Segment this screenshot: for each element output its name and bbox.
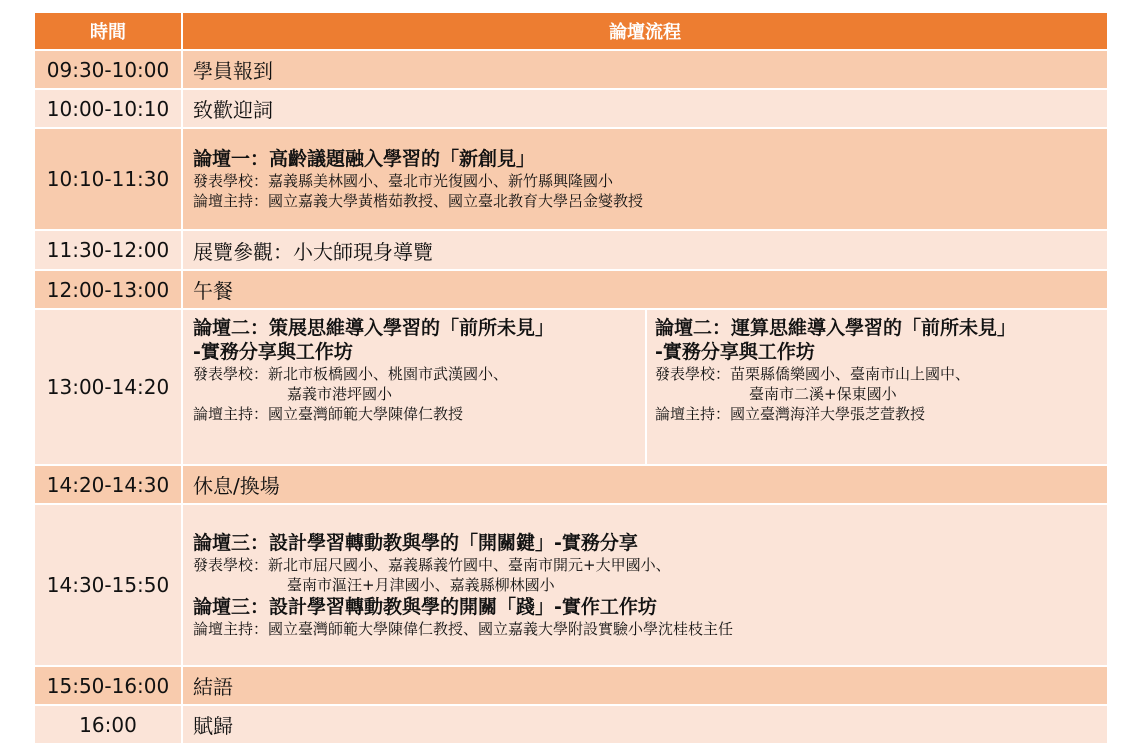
table-row <box>35 503 1107 665</box>
table-row <box>35 269 1107 308</box>
forum-schools: 發表學校：嘉義縣美林國小、臺北市光復國小、新竹縣興隆國小 <box>193 172 614 190</box>
row-text: 結語 <box>193 675 233 699</box>
schedule-table <box>35 13 1107 743</box>
table-row <box>35 704 1107 743</box>
forum-title-workshop: 論壇三：設計學習轉動教與學的開關「踐」-實作工作坊 <box>193 596 657 618</box>
forum-subtitle: -實務分享與工作坊 <box>193 341 353 363</box>
row-time: 11:30-12:00 <box>35 231 183 269</box>
table-row <box>35 88 1107 127</box>
table-row <box>35 229 1107 269</box>
forum-schools: 發表學校：苗栗縣僑樂國小、臺南市山上國中、 <box>655 365 971 383</box>
forum-three-block <box>183 505 1107 665</box>
row-time: 10:10-11:30 <box>35 129 183 229</box>
row-time: 09:30-10:00 <box>35 51 183 88</box>
table-row <box>35 308 1107 464</box>
row-time: 15:50-16:00 <box>35 667 183 704</box>
row-text: 致歡迎詞 <box>193 98 273 122</box>
table-row <box>35 127 1107 229</box>
forum-title: 論壇二：運算思維導入學習的「前所未見」 <box>655 317 1017 339</box>
header-flow: 論壇流程 <box>609 22 681 43</box>
forum-schools-cont: 嘉義市港坪國小 <box>287 385 393 403</box>
row-time: 10:00-10:10 <box>35 90 183 127</box>
forum-two-computing <box>645 310 1107 464</box>
row-time: 13:00-14:20 <box>35 310 183 464</box>
row-time: 14:20-14:30 <box>35 466 183 503</box>
row-time: 16:00 <box>35 706 183 743</box>
forum-title: 論壇一：高齡議題融入學習的「新創見」 <box>193 148 536 170</box>
forum-two-split <box>183 310 1107 464</box>
forum-two-curation <box>183 310 645 464</box>
header-time: 時間 <box>35 13 183 49</box>
forum-title: 論壇三：設計學習轉動教與學的「開關鍵」-實務分享 <box>193 532 638 554</box>
forum-schools: 發表學校：新北市板橋國小、桃園市武漢國小、 <box>193 365 509 383</box>
row-time: 12:00-13:00 <box>35 271 183 308</box>
forum-one-block <box>183 129 1107 229</box>
forum-hosts: 論壇主持：國立臺灣海洋大學張芝萱教授 <box>655 405 926 423</box>
row-text: 學員報到 <box>193 59 273 83</box>
table-row <box>35 464 1107 503</box>
forum-schools-cont: 臺南市漚汪+月津國小、嘉義縣柳林國小 <box>287 576 555 594</box>
forum-schools-cont: 臺南市二溪+保東國小 <box>749 385 897 403</box>
table-row <box>35 49 1107 88</box>
row-time: 14:30-15:50 <box>35 505 183 665</box>
forum-hosts: 論壇主持：國立臺灣師範大學陳偉仁教授 <box>193 405 464 423</box>
forum-hosts: 論壇主持：國立嘉義大學黃楷茹教授、國立臺北教育大學呂金燮教授 <box>193 192 644 210</box>
forum-subtitle: -實務分享與工作坊 <box>655 341 815 363</box>
row-text: 賦歸 <box>193 714 233 738</box>
row-text: 午餐 <box>193 279 233 303</box>
row-text: 休息/換場 <box>193 474 280 498</box>
forum-schools: 發表學校：新北市屈尺國小、嘉義縣義竹國中、臺南市開元+大甲國小、 <box>193 556 671 574</box>
table-header <box>35 13 1107 49</box>
row-text: 展覽參觀：小大師現身導覽 <box>193 239 433 264</box>
forum-title: 論壇二：策展思維導入學習的「前所未見」 <box>193 317 555 339</box>
table-row <box>35 665 1107 704</box>
forum-hosts: 論壇主持：國立臺灣師範大學陳偉仁教授、國立嘉義大學附設實驗小學沈桂枝主任 <box>193 620 734 638</box>
